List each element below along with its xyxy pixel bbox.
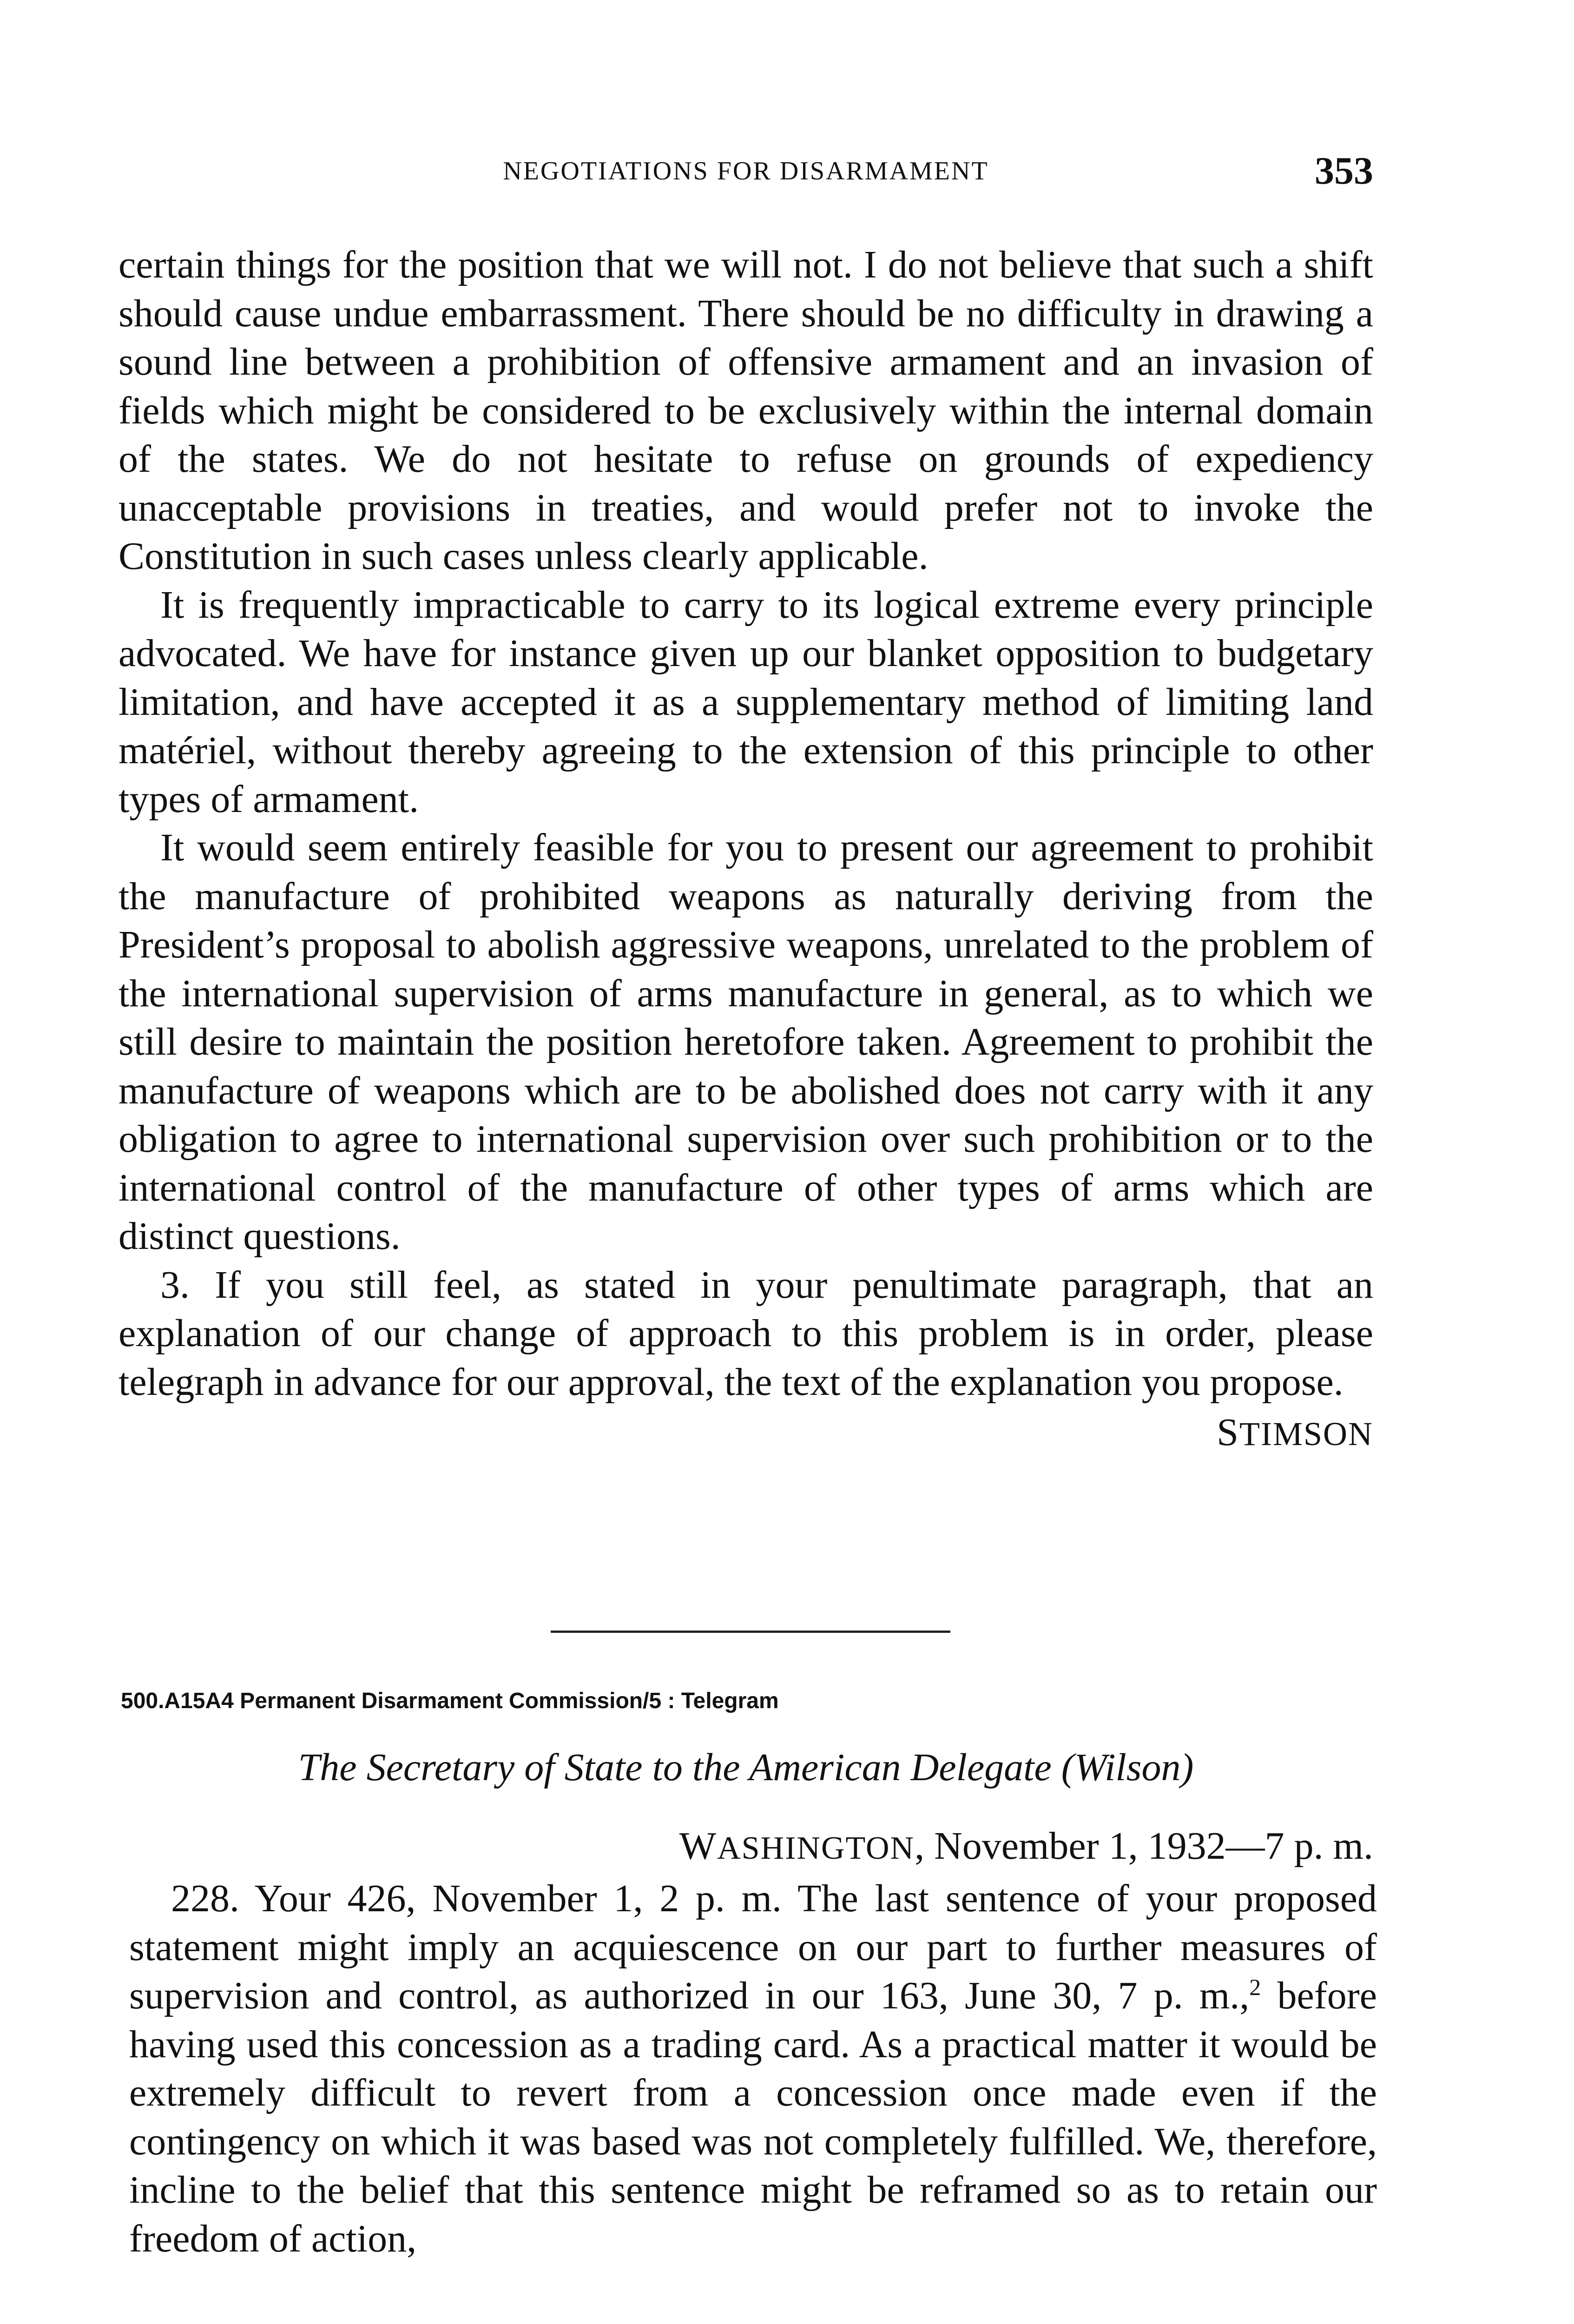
document-heading: The Secretary of State to the American Delegate (Wilson) [298,1746,1194,1789]
dateline-date: , November 1, 1932—7 p. m. [915,1824,1373,1868]
paragraph-continuation: certain things for the position that we will not. I do not believe that such a shift should cause undue embarrassment. There should be no difficulty in drawing a sound line between a prohibition of offensive armament and an invasion of fields which might be considered to be exclusively within the internal domain of the states. We do not hesitate to refuse on grounds of expediency unacceptable provisions in treaties, and would prefer not to invoke the Constitution in such cases unless clearly applicable. [119,243,1373,578]
telegram-text-part-b: before having used this concession as a trading card. As a practical matter it would be extremely difficult to revert from a concession once made even if the contingency on which it was based was not completely fulfilled. We, therefore, incline to the belief that this sentence might be reframed so as to retain our freedom of action, [129,1974,1377,2260]
dateline-place-rest: ASHINGTON [717,1830,915,1866]
running-head [119,148,1373,194]
paragraph-feasibility: It would seem entirely feasible for you to present our agreement to prohibit the manufacture of prohibited weapons as naturally deriving from the President’s proposal to abolish aggressive weapons, unrelated to the problem of the international supervision of arms manufacture in general, as to which we still desire to maintain the position heretofore taken. Agreement to prohibit the manufacture of weapons which are to be abolished does not carry with it any obligation to agree to international supervision over such prohibition or to the international control of the manufacture of other types of arms which are distinct questions. [119,826,1373,1258]
footnote-reference: 2 [1249,1974,1261,2000]
telegram-body [129,1875,1377,2263]
signature [119,1408,1373,1458]
telegram-text-part-a: 228. Your 426, November 1, 2 p. m. The last sentence of your proposed statement might imply an acquiescence on our part to further measures of supervision and control, as authorized in our 163, June 30, 7 p. m., [129,1877,1377,2017]
page-number: 353 [1315,149,1373,192]
letter-body [119,241,1373,1458]
dateline [679,1822,1373,1873]
running-title: NEGOTIATIONS FOR DISARMAMENT [503,157,989,185]
dateline-place [679,1824,915,1868]
dateline-place-initial: W [679,1824,718,1868]
paragraph-telegram-228 [129,1875,1377,2263]
section-divider [551,1631,950,1633]
file-reference: 500.A15A4 Permanent Disarmament Commission/5 : Telegram [121,1689,779,1713]
signature-rest: TIMSON [1239,1415,1373,1452]
signature-initial: S [1217,1411,1239,1454]
paragraph-principle: It is frequently impracticable to carry to its logical extreme every principle advocated. We have for instance given up our blanket opposition to budgetary limitation, and have accepted it as a supplementary method of limiting land matériel, without thereby agreeing to the extension of this principle to other types of armament. [119,583,1373,821]
paragraph-numbered-3: 3. If you still feel, as stated in your penultimate paragraph, that an explanation of our change of approach to this problem is in order, please telegraph in advance for our approval, the text of the explanation you propose. [119,1263,1373,1404]
